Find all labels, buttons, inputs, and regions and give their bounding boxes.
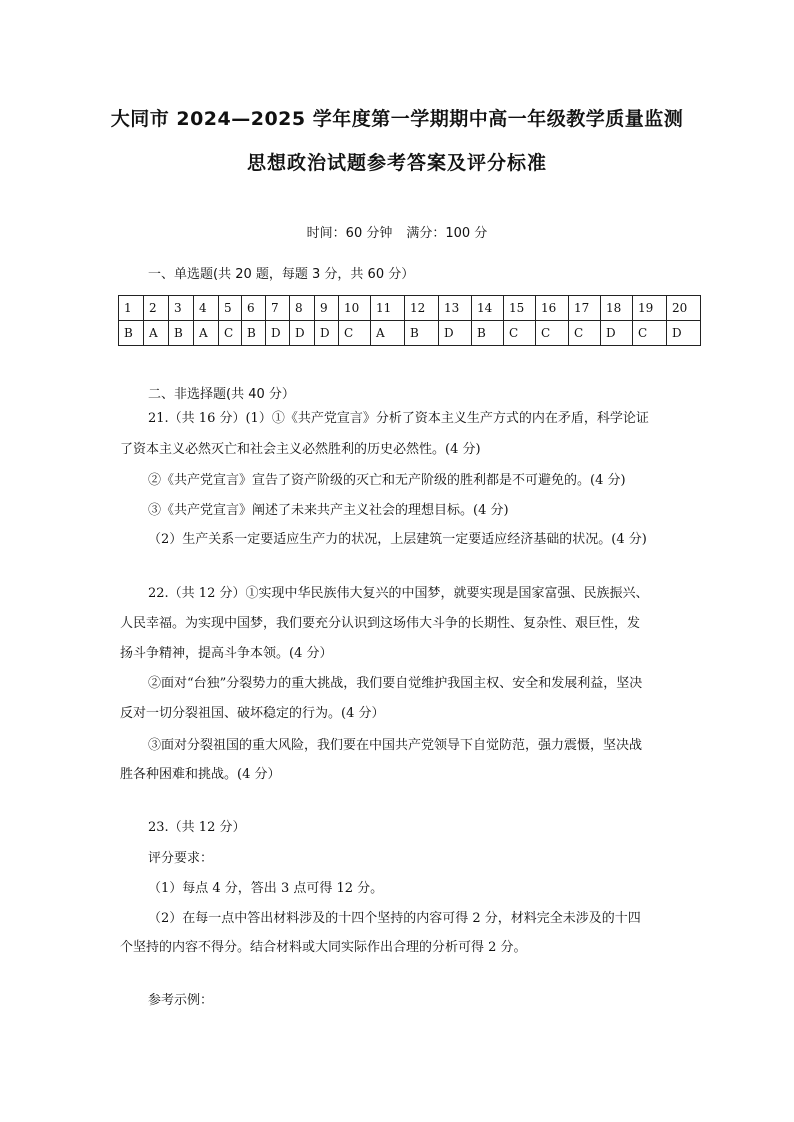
answer-cell: A <box>371 321 405 346</box>
answer-cell: C <box>633 321 667 346</box>
q21-line-3: ②《共产党宣言》宣告了资产阶级的灭亡和无产阶级的胜利都是不可避免的。(4 分) <box>148 473 626 488</box>
answer-cell: D <box>290 321 315 346</box>
answer-cell: D <box>266 321 290 346</box>
question-number-cell: 4 <box>194 296 219 321</box>
answer-cell: C <box>569 321 601 346</box>
answer-cell: B <box>472 321 504 346</box>
q22-line-3: 扬斗争精神，提高斗争本领。(4 分） <box>120 646 333 661</box>
question-number-cell: 5 <box>219 296 242 321</box>
answer-cell: A <box>144 321 169 346</box>
exam-time: 时间：60 分钟 <box>306 226 393 241</box>
question-number-cell: 14 <box>472 296 504 321</box>
question-number-cell: 12 <box>405 296 439 321</box>
question-number-cell: 11 <box>371 296 405 321</box>
question-number-cell: 9 <box>315 296 339 321</box>
answer-cell: D <box>667 321 701 346</box>
q22-line-5: 反对一切分裂祖国、破坏稳定的行为。(4 分） <box>120 706 385 721</box>
q22-line-2: 人民幸福。为实现中国梦，我们要充分认识到这场伟大斗争的长期性、复杂性、艰巨性，发 <box>120 616 641 631</box>
question-number-cell: 1 <box>119 296 144 321</box>
question-number-cell: 16 <box>536 296 569 321</box>
q23-line-4: （2）在每一点中答出材料涉及的十四个坚持的内容可得 2 分，材料完全未涉及的十四 <box>148 911 641 926</box>
answer-cell: B <box>119 321 144 346</box>
q23-line-2: 评分要求： <box>148 851 214 866</box>
answer-cell: C <box>536 321 569 346</box>
q21-line-4: ③《共产党宣言》阐述了未来共产主义社会的理想目标。(4 分) <box>148 503 509 518</box>
q23-line-6: 参考示例： <box>148 993 214 1008</box>
q23-line-5: 个坚持的内容不得分。结合材料或大同实际作出合理的分析可得 2 分。 <box>120 940 527 955</box>
q21-line-2: 了资本主义必然灭亡和社会主义必然胜利的历史必然性。(4 分) <box>120 442 481 457</box>
answer-cell: A <box>194 321 219 346</box>
q23-line-1: 23.（共 12 分） <box>148 820 246 835</box>
question-number-cell: 19 <box>633 296 667 321</box>
question-number-cell: 13 <box>439 296 472 321</box>
q22-line-6: ③面对分裂祖国的重大风险，我们要在中国共产党领导下自觉防范，强力震慑，坚决战 <box>148 738 643 753</box>
answer-cell: B <box>242 321 266 346</box>
question-number-cell: 8 <box>290 296 315 321</box>
q22-line-4: ②面对“台独”分裂势力的重大挑战，我们要自觉维护我国主权、安全和发展利益，坚决 <box>148 676 643 691</box>
answer-cell: B <box>405 321 439 346</box>
answer-cell: D <box>315 321 339 346</box>
document-title: 大同市 2024—2025 学年度第一学期期中高一年级教学质量监测 <box>110 108 684 130</box>
question-number-cell: 2 <box>144 296 169 321</box>
answer-table-number-row <box>119 296 701 321</box>
answer-cell: C <box>219 321 242 346</box>
question-number-cell: 6 <box>242 296 266 321</box>
q22-line-7: 胜各种困难和挑战。(4 分） <box>120 767 281 782</box>
q21-line-1: 21.（共 16 分）(1）①《共产党宣言》分析了资本主义生产方式的内在矛盾，科学论证 <box>148 411 649 426</box>
answer-cell: B <box>169 321 194 346</box>
question-number-cell: 20 <box>667 296 701 321</box>
question-number-cell: 3 <box>169 296 194 321</box>
q23-line-3: （1）每点 4 分，答出 3 点可得 12 分。 <box>148 881 384 896</box>
q22-line-1: 22.（共 12 分）①实现中华民族伟大复兴的中国梦，就要实现是国家富强、民族振兴、 <box>148 586 649 601</box>
answer-cell: D <box>439 321 472 346</box>
exam-meta <box>0 222 794 241</box>
answer-cell: C <box>339 321 371 346</box>
section1-heading: 一、单选题(共 20 题，每题 3 分，共 60 分） <box>148 267 415 282</box>
question-number-cell: 17 <box>569 296 601 321</box>
document-subtitle: 思想政治试题参考答案及评分标准 <box>246 152 547 174</box>
answer-table <box>118 295 701 346</box>
exam-score: 满分：100 分 <box>406 226 488 241</box>
question-number-cell: 18 <box>601 296 633 321</box>
answer-table-answer-row <box>119 321 701 346</box>
answer-cell: C <box>504 321 536 346</box>
section2-heading: 二、非选择题(共 40 分） <box>148 387 295 402</box>
question-number-cell: 7 <box>266 296 290 321</box>
answer-cell: D <box>601 321 633 346</box>
question-number-cell: 10 <box>339 296 371 321</box>
question-number-cell: 15 <box>504 296 536 321</box>
q21-line-5: （2）生产关系一定要适应生产力的状况，上层建筑一定要适应经济基础的状况。(4 分) <box>148 532 647 547</box>
